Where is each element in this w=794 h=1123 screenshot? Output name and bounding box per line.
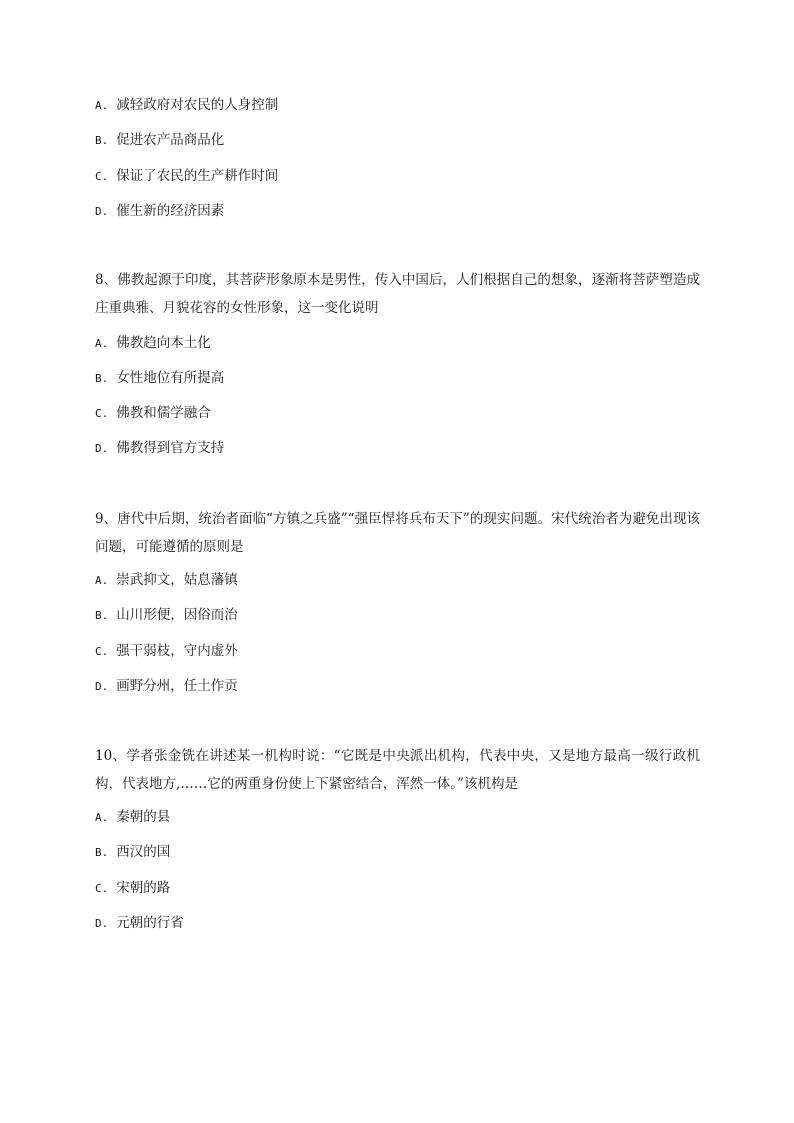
q10-option-d <box>95 914 184 933</box>
q9-option-d <box>95 677 238 696</box>
q8-option-b <box>95 369 224 388</box>
option-letter: B. <box>95 372 109 385</box>
q8-option-a <box>95 334 211 353</box>
option-letter: B. <box>95 609 109 622</box>
option-text: 山川形便，因俗而治 <box>116 607 238 623</box>
option-text: 秦朝的县 <box>116 809 171 825</box>
option-text: 崇武抑文，姑息藩镇 <box>116 572 238 588</box>
q9-option-b <box>95 606 238 625</box>
option-letter: D. <box>95 680 109 693</box>
option-letter: A. <box>95 337 109 350</box>
option-letter: D. <box>95 442 109 455</box>
option-text: 强干弱枝，守内虚外 <box>116 643 238 659</box>
q7-option-a <box>95 96 278 115</box>
option-text: 女性地位有所提高 <box>116 370 225 386</box>
option-text: 宋朝的路 <box>116 880 171 896</box>
q7-option-d <box>95 202 224 221</box>
q7-option-c <box>95 167 278 186</box>
option-letter: B. <box>95 846 109 859</box>
option-letter: C. <box>95 645 109 658</box>
option-text: 减轻政府对农民的人身控制 <box>116 97 279 113</box>
option-text: 元朝的行省 <box>116 915 184 931</box>
option-text: 佛教和儒学融合 <box>116 405 211 421</box>
option-text: 西汉的国 <box>116 844 171 860</box>
option-letter: A. <box>95 99 109 112</box>
q7-option-b <box>95 131 224 150</box>
q10-stem: 10、学者张金铣在讲述某一机构时说：“它既是中央派出机构，代表中央，又是地方最高一级行政机构，代表地方,……它的两重身份使上下紧密结合，浑然一体。”该机构是 <box>95 748 700 792</box>
option-letter: C. <box>95 882 109 895</box>
q10-option-c <box>95 879 170 898</box>
q9-stem: 9、唐代中后期，统治者面临“方镇之兵盛”“强臣悍将兵布天下”的现实问题。宋代统治者为避免出现该问题，可能遵循的原则是 <box>95 511 700 555</box>
option-text: 佛教趋向本土化 <box>116 335 211 351</box>
q10-option-a <box>95 808 170 827</box>
q9-option-c <box>95 642 238 661</box>
q8-option-c <box>95 404 211 423</box>
option-text: 画野分州，任土作贡 <box>116 678 238 694</box>
option-letter: D. <box>95 205 109 218</box>
option-letter: C. <box>95 407 109 420</box>
option-letter: A. <box>95 574 109 587</box>
option-text: 保证了农民的生产耕作时间 <box>116 168 279 184</box>
q8-stem: 8、佛教起源于印度，其菩萨形象原本是男性，传入中国后，人们根据自己的想象，逐渐将菩萨塑造成庄重典雅、月貌花容的女性形象，这一变化说明 <box>95 272 700 316</box>
option-text: 促进农产品商品化 <box>116 132 225 148</box>
option-letter: A. <box>95 811 109 824</box>
option-text: 佛教得到官方支持 <box>116 440 225 456</box>
q10-option-b <box>95 843 170 862</box>
q8-option-d <box>95 439 224 458</box>
option-letter: B. <box>95 134 109 147</box>
option-letter: D. <box>95 917 109 930</box>
q9-option-a <box>95 571 238 590</box>
option-letter: C. <box>95 170 109 183</box>
option-text: 催生新的经济因素 <box>116 203 225 219</box>
